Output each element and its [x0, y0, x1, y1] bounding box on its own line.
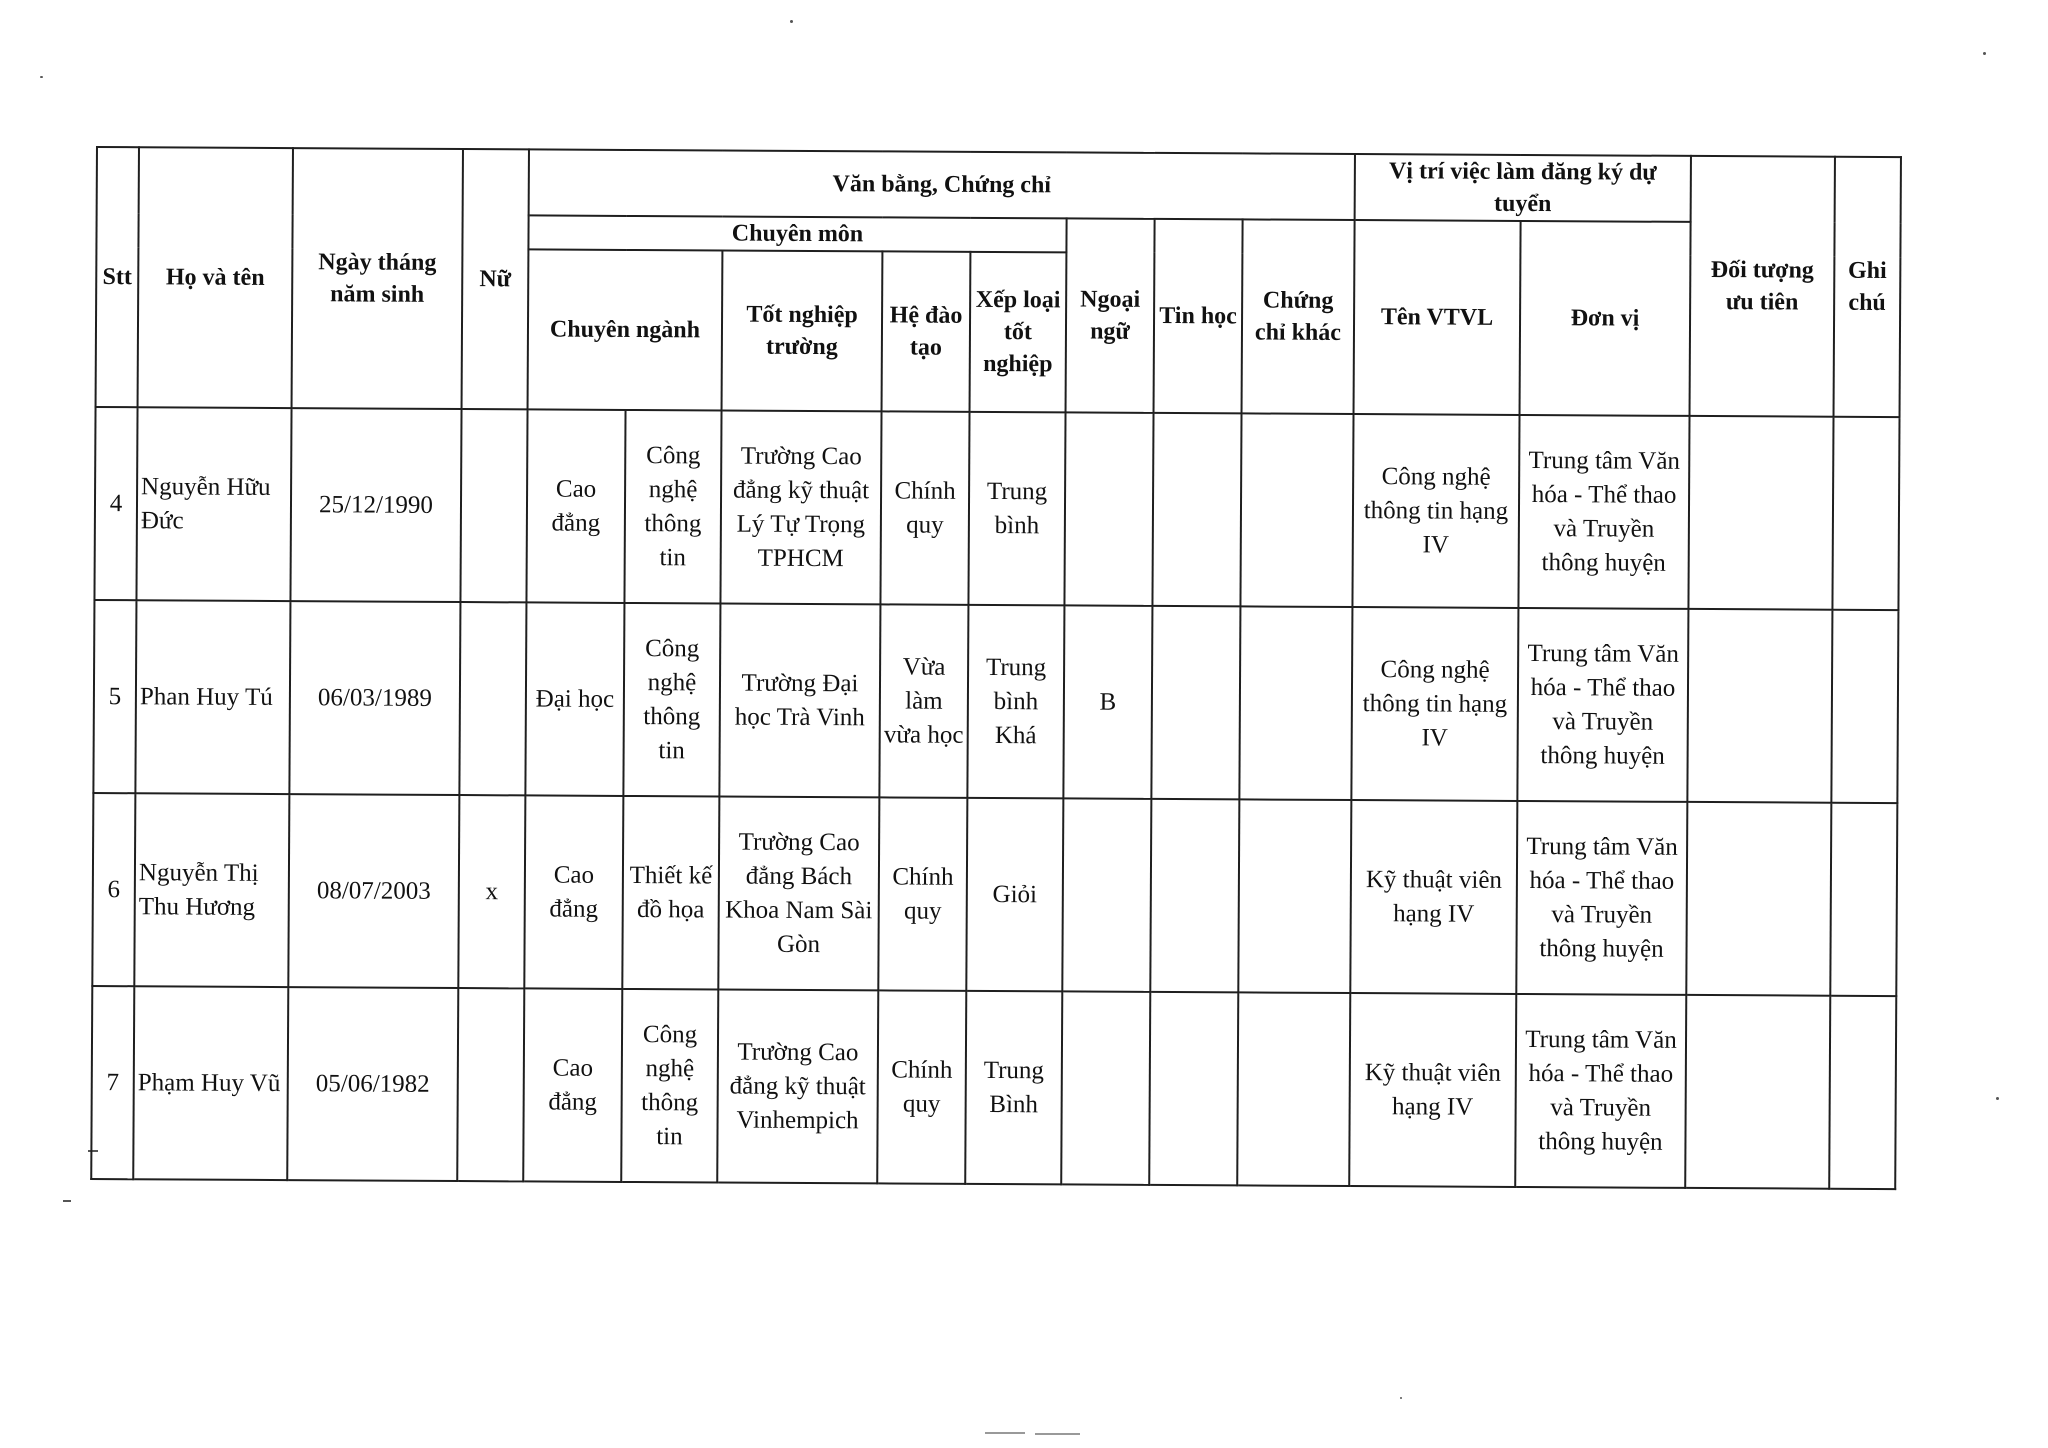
cell-ghi-chu	[1831, 610, 1898, 803]
cell-ngoai-ngu: B	[1063, 605, 1152, 798]
cell-ten-vtvl: Kỹ thuật viên hạng IV	[1349, 993, 1516, 1187]
cell-ten-vtvl: Kỹ thuật viên hạng IV	[1350, 800, 1517, 994]
header-doi-tuong: Đối tượng ưu tiên	[1690, 156, 1835, 417]
cell-stt: 7	[91, 986, 134, 1179]
header-stt: Stt	[96, 147, 139, 407]
cell-chung-chi-khac	[1238, 799, 1351, 993]
cell-stt: 5	[93, 600, 136, 793]
cell-ngoai-ngu	[1061, 991, 1150, 1184]
scan-speck	[1035, 1433, 1080, 1435]
cell-nganh: Công nghệ thông tin	[623, 603, 720, 797]
header-chung-chi-khac: Chứng chỉ khác	[1242, 219, 1355, 414]
scan-speck	[63, 1200, 71, 1202]
cell-nganh: Công nghệ thông tin	[621, 989, 718, 1183]
cell-tin-hoc	[1150, 799, 1239, 992]
scanned-page	[90, 146, 1902, 1190]
cell-nganh: Công nghệ thông tin	[624, 410, 721, 604]
cell-nu	[457, 988, 524, 1181]
cell-truong: Trường Cao đẳng kỹ thuật Vinhempich	[717, 989, 878, 1183]
header-he-dao-tao: Hệ đào tạo	[882, 251, 971, 411]
header-ngay-sinh: Ngày tháng năm sinh	[292, 148, 463, 409]
cell-ten-vtvl: Công nghệ thông tin hạng IV	[1352, 414, 1519, 608]
cell-nu	[460, 409, 527, 602]
cell-doi-tuong	[1685, 995, 1830, 1189]
cell-nganh: Thiết kế đồ họa	[622, 796, 719, 990]
cell-don-vi: Trung tâm Văn hóa - Thể thao và Truyền thông huyện	[1515, 994, 1686, 1188]
cell-xep-loai: Trung bình Khá	[967, 605, 1064, 799]
cell-xep-loai: Trung bình	[968, 412, 1065, 606]
cell-ngay-sinh: 25/12/1990	[290, 408, 461, 602]
cell-he-dao-tao: Chính quy	[877, 990, 966, 1183]
cell-trinh-do: Cao đẳng	[526, 409, 625, 603]
cell-doi-tuong	[1687, 609, 1832, 803]
cell-stt: 4	[94, 407, 137, 600]
header-vi-tri: Vị trí việc làm đăng ký dự tuyển	[1355, 154, 1691, 222]
cell-ho-ten: Nguyễn Thị Thu Hương	[134, 793, 289, 987]
cell-trinh-do: Đại học	[525, 602, 624, 796]
cell-truong: Trường Cao đẳng Bách Khoa Nam Sài Gòn	[718, 796, 879, 990]
header-van-bang: Văn bằng, Chứng chỉ	[529, 149, 1355, 220]
table-row	[91, 986, 1896, 1189]
cell-stt: 6	[92, 793, 135, 986]
header-nu: Nữ	[462, 149, 529, 409]
cell-he-dao-tao: Vừa làm vừa học	[879, 604, 968, 797]
cell-trinh-do: Cao đẳng	[523, 988, 622, 1182]
cell-don-vi: Trung tâm Văn hóa - Thể thao và Truyền thông huyện	[1518, 415, 1689, 609]
cell-don-vi: Trung tâm Văn hóa - Thể thao và Truyền thông huyện	[1517, 608, 1688, 802]
cell-ngay-sinh: 05/06/1982	[287, 987, 458, 1181]
header-tot-nghiep-truong: Tốt nghiệp trường	[722, 251, 883, 412]
cell-chung-chi-khac	[1240, 413, 1353, 607]
cell-ho-ten: Phạm Huy Vũ	[133, 986, 288, 1180]
cell-truong: Trường Đại học Trà Vinh	[719, 603, 880, 797]
cell-trinh-do: Cao đẳng	[524, 795, 623, 989]
cell-tin-hoc	[1149, 992, 1238, 1185]
scan-speck	[1400, 1397, 1402, 1399]
cell-truong: Trường Cao đẳng kỹ thuật Lý Tự Trọng TPHCM	[720, 410, 881, 604]
header-ghi-chu: Ghi chú	[1834, 157, 1901, 417]
cell-ghi-chu	[1829, 996, 1896, 1189]
header-chuyen-nganh: Chuyên ngành	[528, 249, 723, 410]
table-row	[93, 600, 1898, 803]
cell-ngoai-ngu	[1064, 412, 1153, 605]
table-row	[92, 793, 1897, 996]
scan-speck	[1996, 1097, 1999, 1100]
header-xep-loai: Xếp loại tốt nghiệp	[970, 252, 1067, 413]
header-don-vi: Đơn vị	[1520, 221, 1691, 416]
cell-don-vi: Trung tâm Văn hóa - Thể thao và Truyền thông huyện	[1516, 801, 1687, 995]
header-ho-ten: Họ và tên	[138, 147, 293, 408]
cell-nu	[459, 602, 526, 795]
cell-doi-tuong	[1688, 416, 1833, 610]
header-ngoai-ngu: Ngoại ngữ	[1066, 218, 1155, 412]
scan-speck	[790, 20, 793, 23]
cell-ghi-chu	[1832, 417, 1899, 610]
header-row-1	[97, 147, 1901, 223]
cell-chung-chi-khac	[1239, 606, 1352, 800]
cell-ngoai-ngu	[1062, 798, 1151, 991]
cell-ten-vtvl: Công nghệ thông tin hạng IV	[1351, 607, 1518, 801]
cell-doi-tuong	[1686, 802, 1831, 996]
cell-ghi-chu	[1830, 803, 1897, 996]
scan-speck	[40, 76, 43, 78]
table-row	[94, 407, 1899, 610]
cell-ho-ten: Phan Huy Tú	[135, 600, 290, 794]
header-tin-hoc: Tin học	[1154, 219, 1243, 413]
cell-tin-hoc	[1152, 413, 1241, 606]
cell-he-dao-tao: Chính quy	[880, 411, 969, 604]
cell-ngay-sinh: 06/03/1989	[289, 601, 460, 795]
cell-ho-ten: Nguyễn Hữu Đức	[136, 407, 291, 601]
cell-nu: x	[458, 795, 525, 988]
cell-ngay-sinh: 08/07/2003	[288, 794, 459, 988]
cell-tin-hoc	[1151, 606, 1240, 799]
cell-chung-chi-khac	[1237, 992, 1350, 1186]
scan-speck	[985, 1432, 1025, 1434]
header-chuyen-mon: Chuyên môn	[528, 215, 1066, 252]
cell-xep-loai: Trung Bình	[965, 991, 1062, 1185]
cell-xep-loai: Giỏi	[966, 798, 1063, 992]
scan-speck	[1983, 52, 1986, 55]
candidate-registration-table	[90, 146, 1902, 1190]
cell-he-dao-tao: Chính quy	[878, 797, 967, 990]
header-ten-vtvl: Tên VTVL	[1354, 220, 1521, 415]
